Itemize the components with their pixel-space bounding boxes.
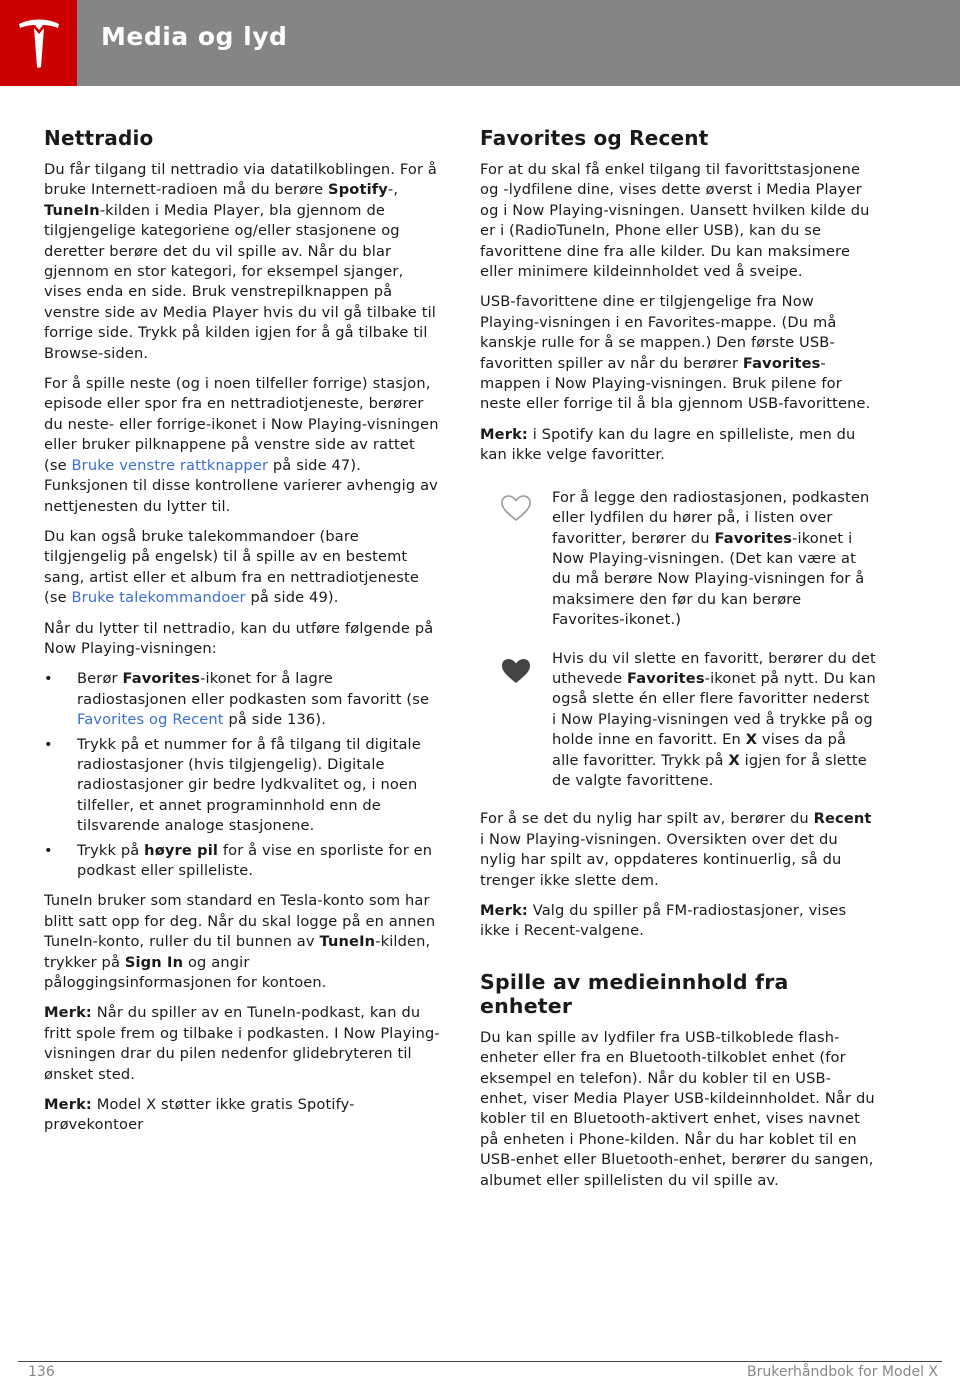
text: TuneIn bruker som standard en Tesla-konto som har blitt satt opp for deg. Når du skal logge på en annen TuneIn-konto, ruller du til bunnen av — [44, 892, 436, 951]
note — [480, 901, 876, 942]
bold-term: Favorites — [627, 669, 705, 687]
text: Berør — [77, 670, 123, 688]
text: Hvis du vil slette en favoritt, berører du det uthevede — [552, 649, 876, 687]
section-heading-favorites: Favorites og Recent — [480, 126, 709, 150]
note — [44, 1003, 440, 1085]
page-number: 136 — [28, 1364, 55, 1380]
text: og angir påloggingsinformasjonen for kontoen. — [44, 953, 327, 992]
text: -, — [387, 181, 399, 199]
text: For å legge den radiostasjonen, podkasten eller lydfilen du hører på, i listen over favoritter, berører du — [552, 488, 870, 547]
list-item — [44, 841, 440, 882]
note — [44, 1095, 440, 1136]
bullet-icon: • — [44, 670, 53, 688]
bold-term: TuneIn — [319, 933, 376, 951]
note-label: Merk: — [44, 1096, 92, 1114]
bold-term: Favorites — [122, 670, 201, 688]
paragraph — [44, 160, 440, 364]
note-label: Merk: — [44, 1004, 92, 1022]
text: Trykk på — [77, 841, 145, 859]
bold-term: TuneIn — [44, 201, 100, 219]
icon-note-text — [552, 488, 876, 631]
text: Trykk på et nummer for å få tilgang til digitale radiostasjoner (hvis tilgjengelig). Digitale radiostasjoner gir bedre lydkvalitet og, i noen tilfeller, et annet programinnhold enn de tilsvarende analoge stasjonene. — [77, 735, 421, 835]
link-bruke-venstre-rattknapper[interactable]: Bruke venstre rattknapper — [71, 456, 269, 474]
text: på side 47). Funksjonen til disse kontrollene varierer avhengig av nettjenesten du lytter til. — [44, 456, 438, 515]
text: for å vise en sporliste for en podkast eller spilleliste. — [77, 841, 433, 879]
text: igjen for å slette de valgte favorittene. — [552, 751, 867, 789]
text: For å spille neste (og i noen tilfeller forrige) stasjon, episode eller spor fra en nettradiotjeneste, berører du neste- eller forrige-ikonet i Now Playing-visningen eller bruker pilknappene på venstre side av rattet (se — [44, 375, 439, 474]
bullet-icon: • — [44, 735, 53, 753]
note-label: Merk: — [480, 902, 528, 919]
text: Valg du spiller på FM-radiostasjoner, vises ikke i Recent-valgene. — [480, 902, 847, 940]
text: -ikonet i Now Playing-visningen. (Det kan være at du må berøre Now Playing-visningen for å maksimere den før du kan berøre Favorites-ikonet.) — [552, 529, 865, 629]
bold-term: Favorites — [714, 529, 793, 547]
paragraph — [480, 809, 876, 891]
icon-note-row — [480, 488, 876, 631]
bold-term: Sign In — [124, 953, 184, 971]
heart-outline-icon — [500, 494, 532, 522]
bold-term: Favorites — [742, 354, 821, 372]
text: i Now Playing-visningen. Oversikten over det du nylig har spilt av, oppdateres kontinuerlig, så du trenger ikke slette dem. — [480, 830, 842, 889]
icon-cell — [480, 649, 552, 685]
bold-term: X — [728, 751, 740, 769]
text: For å se det du nylig har spilt av, berører du — [480, 810, 814, 828]
page-title: Media og lyd — [101, 22, 288, 51]
text: i Spotify kan du lagre en spilleliste, men du kan ikke velge favoritter. — [480, 425, 856, 464]
text: -kilden, trykker på — [44, 933, 431, 971]
icon-note-text — [552, 649, 876, 792]
icon-note-row — [480, 649, 876, 792]
text: Når du spiller av en TuneIn-podkast, kan du fritt spole frem og tilbake i podkasten. I Now Playing-visningen drar du pilen nedenfor glidebryteren til ønsket sted. — [44, 1004, 440, 1083]
footer-divider — [18, 1361, 942, 1362]
paragraph — [480, 292, 876, 414]
logo-box — [0, 0, 77, 86]
section-heading-spille-av: Spille av medieinnhold fra enheter — [480, 969, 789, 1018]
heart-filled-icon — [500, 657, 532, 685]
text: -mappen i Now Playing-visningen. Bruk pilene for neste eller forrige til å bla gjennom USB-favorittene. — [480, 354, 871, 413]
text: Du kan også bruke talekommandoer (bare tilgjengelig på engelsk) til å spille av en bestemt sang, artist eller et album fra en nettradiotjeneste (se — [44, 527, 419, 607]
list-item — [44, 735, 440, 837]
icon-cell — [480, 488, 552, 522]
bullet-icon: • — [44, 841, 53, 859]
header-bar — [77, 0, 960, 86]
text: vises da på alle favoritter. Trykk på — [552, 731, 847, 769]
text: -ikonet for å lagre radiostasjonen eller podkasten som favoritt (se — [77, 670, 430, 708]
text: Du får tilgang til nettradio via datatilkoblingen. For å bruke Internett-radioen må du berøre — [44, 161, 438, 199]
link-bruke-talekommandoer[interactable]: Bruke talekommandoer — [71, 589, 246, 607]
list-item — [44, 669, 440, 730]
left-column — [44, 126, 440, 1146]
paragraph: Når du lytter til nettradio, kan du utføre følgende på Now Playing-visningen: — [44, 619, 434, 657]
paragraph — [44, 527, 440, 609]
note — [480, 425, 876, 466]
paragraph — [44, 374, 440, 517]
paragraph — [44, 891, 440, 993]
manual-title: Brukerhåndbok for Model X — [747, 1364, 938, 1380]
text: -kilden i Media Player, bla gjennom de tilgjengelige kategoriene og/eller stasjonene og deretter berøre det du vil spille av. Når du blar gjennom en stor kategori, for eksempel sjanger, vises enda en side. Bruk venstrepilknappen på venstre side av Media Player hvis du vil gå tilbake til forrige side. Trykk på kilden igjen for å gå tilbake til Browse-siden. — [44, 201, 436, 362]
section-heading-nettradio: Nettradio — [44, 126, 154, 150]
bold-term: Spotify — [328, 181, 388, 199]
bold-term: høyre pil — [144, 841, 219, 859]
bold-term: X — [745, 731, 758, 749]
bold-term: Recent — [813, 810, 872, 828]
text: -ikonet på nytt. Du kan også slette én eller flere favoritter nederst i Now Playing-visningen ved å trykke på og holde inne en favoritt. En — [552, 669, 876, 749]
text: Model X støtter ikke gratis Spotify-prøvekontoer — [44, 1096, 355, 1134]
bullet-list — [44, 669, 440, 881]
paragraph: Du kan spille av lydfiler fra USB-tilkoblede flash-enheter eller fra en Bluetooth-tilkoblet enhet (for eksempel en telefon). Når du kobler til en USB-enhet, viser Media Player USB-kildeinnholdet. Når du kobler til en Bluetooth-aktivert enhet, vises navnet på enheten i Phone-kilden. Når du har koblet til en USB-enhet eller Bluetooth-enhet, berører du sangen, albumet eller spillelisten du vil spille av. — [480, 1028, 875, 1189]
text: på side 49). — [245, 589, 339, 607]
note-label: Merk: — [480, 425, 528, 443]
paragraph: For at du skal få enkel tilgang til favorittstasjonene og -lydfilene dine, vises dette øverst i Media Player og i Now Playing-visningen. Uansett hvilken kilde du er i (RadioTuneIn, Phone eller USB), kan du se favorittene dine fra alle kilder. Du kan maksimere eller minimere kildeinnholdet ved å sveipe. — [480, 161, 870, 281]
text: USB-favorittene dine er tilgjengelige fra Now Playing-visningen i en Favorites-mappe. (Du må kanskje rulle for å se mappen.) Den første USB-favoritten spiller av når du berører — [480, 293, 837, 372]
right-column — [480, 126, 876, 1201]
text: på side 136). — [223, 711, 326, 729]
tesla-logo-icon — [17, 17, 61, 69]
link-favorites-og-recent[interactable]: Favorites og Recent — [77, 711, 224, 729]
